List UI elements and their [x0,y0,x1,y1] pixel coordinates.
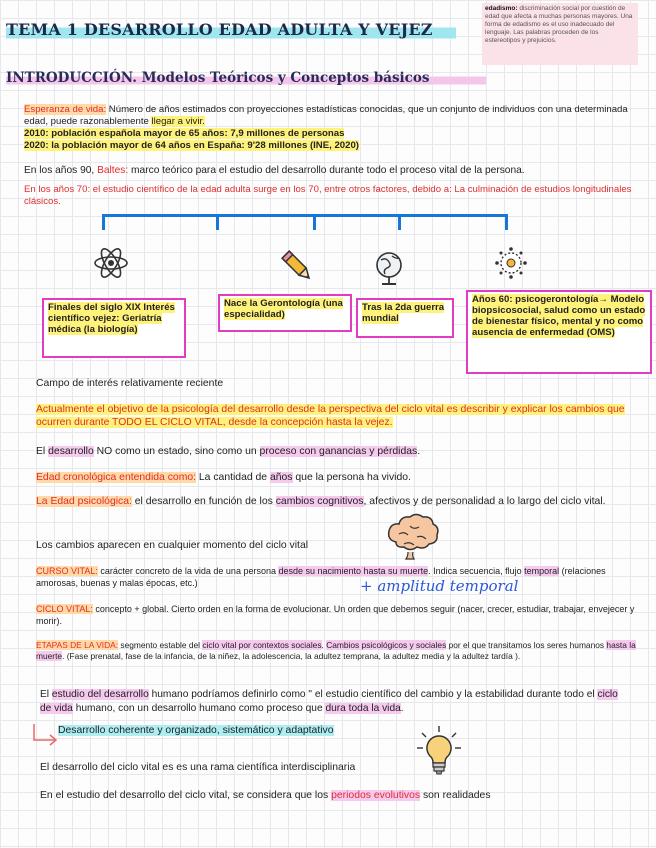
timeline-branch [216,214,219,230]
actualmente-paragraph: Actualmente el objetivo de la psicología del desarrollo desde la perspectiva del ciclo vital es describir y explicar los cambios que ocurren durante TODO EL CICLO VITAL, desde la concepción hasta la vejez. [36,404,625,428]
atom-icon [92,244,130,282]
curso-vital-paragraph: CURSO VITAL: carácter concreto de la vida de una persona desde su nacimiento hasta su muerte. Indica secuencia, flujo temporal (relaciones amorosas, buenas y malas épocas, etc.) [36,566,606,588]
pencil-icon [277,246,317,286]
timeline-box-siglo-xix: Finales del siglo XIX Interés científico vejez: Geriatría médica (la biología) [42,298,186,358]
esperanza-text: Número de años estimados con proyecciones estadísticas conocidas, que un conjunto de individuos con una determinada edad, puede razonablemente [24,104,628,127]
page-title: TEMA 1 DESARROLLO EDAD ADULTA Y VEJEZ [6,20,456,42]
timeline-branch [505,214,508,230]
periodos-paragraph: En el estudio del desarrollo del ciclo vital, se considera que los periodos evolutivos son realidades [40,790,491,801]
note-term: edadismo: [485,5,518,12]
rama-text: El desarrollo del ciclo vital es es una rama científica interdisciplinaria [40,762,356,773]
baltes-paragraph: En los años 90, Baltes: marco teórico para el estudio del desarrollo durante todo el proceso vital de la persona. [24,165,525,176]
cambios-text: Los cambios aparecen en cualquier momento del ciclo vital [36,540,309,551]
esperanza-term: Esperanza de vida: [24,104,107,115]
desarrollo-no-paragraph: El desarrollo NO como un estado, sino como un proceso con ganancias y pérdidas. [36,446,421,457]
timeline-line [102,214,508,217]
edad-cronologica-paragraph: Edad cronológica entendida como: La cantidad de años que la persona ha vivido. [36,472,411,483]
section-title: INTRODUCCIÓN. Modelos Teóricos y Conceptos básicos [6,70,486,86]
esperanza-paragraph [24,104,636,127]
arrow-icon [30,722,60,748]
edadismo-note [482,3,638,65]
brain-icon [384,512,440,562]
campo-text: Campo de interés relativamente reciente [36,378,224,389]
timeline-box-gerontologia: Nace la Gerontología (una especialidad) [218,294,352,332]
estudio-desarrollo-paragraph: El estudio del desarrollo humano podríamos definirlo como " el estudio científico del cambio y la estabilidad durante todo el ciclo de vida humano, con un desarrollo humano como proceso que dura toda la vida. [40,689,618,714]
esperanza-tail: llegar a vivir. [151,115,205,127]
timeline-branch [398,214,401,230]
globe-icon [372,250,406,288]
timeline-branch [313,214,316,230]
note-text: discriminación social por cuestión de edad que afecta a muchas personas mayores. Una forma de edadismo es el uso inadecuado del lenguaje. Las palabras proceden de los estereotipos y prejuicios. [485,5,633,44]
timeline-box-guerra: Tras la 2da guerra mundial [356,298,454,338]
stat-2020: 2020: la población mayor de 64 años en España: 9'28 millones (INE, 2020) [24,140,359,151]
virus-icon [494,246,528,280]
etapas-paragraph: ETAPAS DE LA VIDA: segmento estable del ciclo vital por contextos sociales. Cambios psicológicos y sociales por el que transitamos los seres humanos hasta la muerte. (Fase prenatal, fase de la infancia, de la niñez, la adolescencia, la adultez temprana, la adultez media y la adultez tardía ). [36,640,636,661]
lightbulb-icon [414,724,464,782]
timeline-box-anos60: Años 60: psicogerontología→ Modelo biopsicosocial, salud como un estado de bienestar físico, mental y no como ausencia de enfermedad (OMS) [466,290,652,374]
ciclo-vital-paragraph: CICLO VITAL: concepto + global. Cierto orden en la forma de evolucionar. Un orden que debemos seguir (nacer, crecer, estudiar, trabajar, envejecer y morir). [36,604,635,626]
edad-psicologica-paragraph: La Edad psicológica: el desarrollo en función de los cambios cognitivos, afectivos y de personalidad a lo largo del ciclo vital. [36,496,606,507]
handwritten-note: + amplitud temporal [360,577,519,595]
anos70-paragraph: En los años 70: el estudio científico de la edad adulta surge en los 70, entre otros factores, debido a: La culminación de estudios longitudinales clásicos. [24,184,632,207]
stat-2010: 2010: población española mayor de 65 años: 7,9 millones de personas [24,128,345,139]
coherente-text: Desarrollo coherente y organizado, sistemático y adaptativo [58,725,334,736]
timeline-branch [102,214,105,230]
baltes-name: Baltes: [97,165,129,176]
